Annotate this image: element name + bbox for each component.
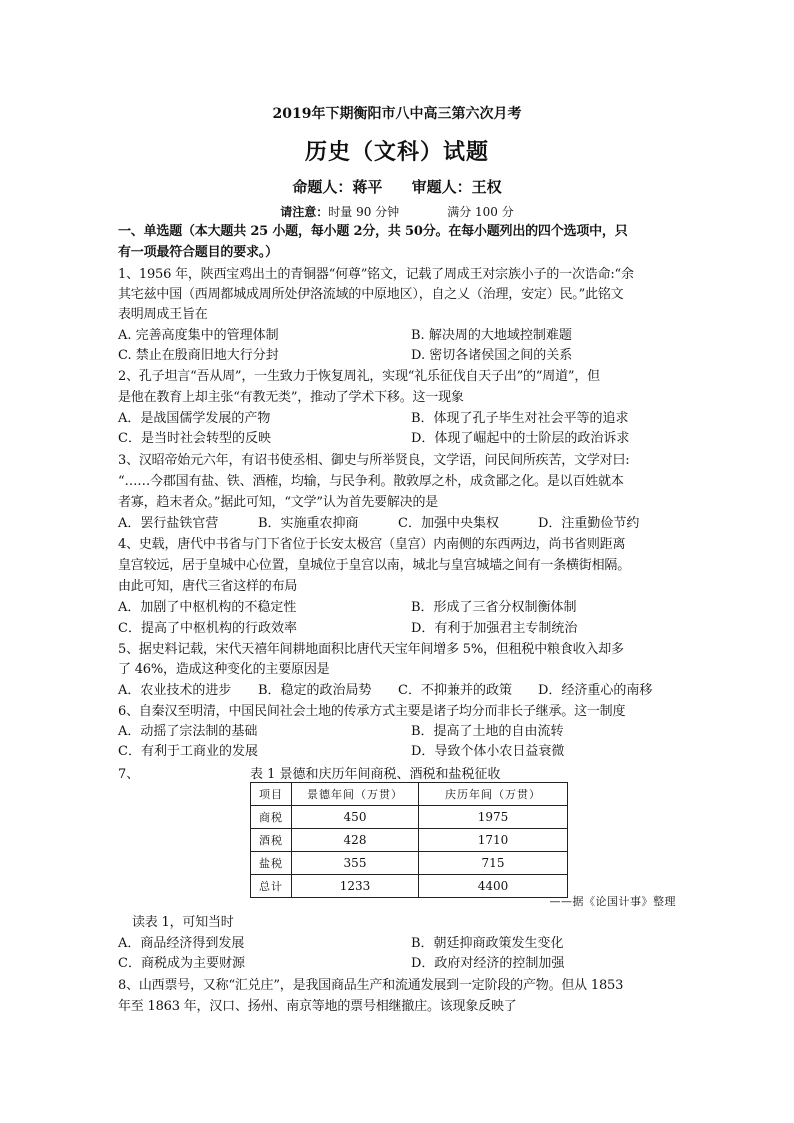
q8-line: 年至 1863 年，汉口、扬州、南京等地的票号相继撤庄。该现象反映了 (118, 999, 517, 1014)
q5-line: 了 46%，造成这种变化的主要原因是 (118, 662, 330, 677)
q5-line: 5、据史料记载，宋代天禧年间耕地面积比唐代天宝年间增多 5%，但租税中粮食收入却多 (118, 642, 624, 657)
subject-title: 历史（文科）试题 (304, 139, 489, 165)
q3-option-d[interactable]: D．注重勤俭节约 (538, 516, 640, 531)
table-row (251, 829, 568, 852)
q3-line: “……今郡国有盐、铁、酒榷，均输，与民争利。散敦厚之朴，成贪鄙之化。是以百姓就本 (118, 474, 624, 489)
q6-option-b[interactable]: B．提高了土地的自由流转 (411, 724, 564, 739)
q5-option-b[interactable]: B．稳定的政治局势 (258, 683, 372, 698)
q5-option-d[interactable]: D．经济重心的南移 (538, 683, 653, 698)
q1-line: 其宅兹中国（西周都城成周所处伊洛流域的中原地区），自之乂（治理，安定）民。”此铭文 (118, 287, 624, 302)
q1-option-a[interactable]: A. 完善高度集中的管理体制 (118, 328, 279, 343)
table-source: ——据《论国计事》整理 (549, 895, 676, 908)
table-header-cell: 景德年间（万贯） (292, 783, 419, 806)
q3-option-b[interactable]: B．实施重农抑商 (258, 516, 359, 531)
q1-option-d[interactable]: D. 密切各诸侯国之间的关系 (411, 348, 573, 363)
q1-options-row (118, 326, 678, 346)
q7-stem: 读表 1，可知当时 (132, 915, 234, 930)
q6-line: 6、自秦汉至明清，中国民间社会土地的传承方式主要是诸子均分而非长子继承。这一制度 (118, 704, 626, 719)
q2-line: 是他在教育上却主张“有教无类”，推动了学术下移。这一现象 (118, 390, 464, 405)
table-header-row (251, 783, 568, 806)
table-caption: 表 1 景德和庆历年间商税、酒税和盐税征收 (250, 767, 501, 782)
q3-options-row (118, 514, 678, 534)
exam-title: 2019年下期衡阳市八中高三第六次月考 (272, 106, 522, 122)
table-cell: 450 (292, 806, 419, 829)
q1-options-row (118, 346, 678, 366)
author: 命题人：蒋平 (292, 178, 383, 196)
q4-option-b[interactable]: B．形成了三省分权制衡体制 (411, 600, 577, 615)
table-cell: 4400 (419, 875, 568, 898)
notice-label: 请注意： (280, 205, 329, 219)
full-score: 满分 100 分 (447, 205, 514, 219)
q7-option-b[interactable]: B．朝廷抑商政策发生变化 (411, 936, 564, 951)
q7-options-row (118, 934, 678, 954)
q4-line: 皇宫较远，居于皇城中心位置，皇城位于皇宫以南，城北与皇宫城墙之间有一条横街相隔。 (118, 558, 631, 573)
section-heading-line2: 有一项最符合题目的要求。） (118, 245, 278, 260)
table-cell: 总计 (251, 875, 292, 898)
q2-line: 2、孔子坦言“吾从周”，一生致力于恢复周礼，实现“礼乐征伐自天子出”的“周道”，但 (118, 369, 600, 384)
table-cell: 商税 (251, 806, 292, 829)
q6-option-a[interactable]: A．动摇了宗法制的基础 (118, 724, 258, 739)
q3-line: 3、汉昭帝始元六年，有诏书使丞相、御史与所举贤良，文学语，问民间所疾苦，文学对曰: (118, 453, 630, 468)
q1-line: 1、1956 年，陕西宝鸡出土的青铜器“何尊”铭文，记载了周成王对宗族小子的一次诰命:“余 (118, 267, 634, 282)
q6-options-row (118, 722, 678, 742)
q3-line: 者寡，趋末者众。”据此可知，“文学”认为首先要解决的是 (118, 495, 439, 510)
table-cell: 1233 (292, 875, 419, 898)
q2-options-row (118, 429, 678, 449)
q5-option-a[interactable]: A．农业技术的进步 (118, 683, 232, 698)
q5-option-c[interactable]: C．不抑兼并的政策 (398, 683, 512, 698)
table-row (251, 852, 568, 875)
q4-line: 4、史载，唐代中书省与门下省位于长安太极宫（皇宫）内南侧的东西两边，尚书省则距离 (118, 537, 626, 552)
table-cell: 盐税 (251, 852, 292, 875)
q2-options-row (118, 409, 678, 429)
q3-option-a[interactable]: A．罢行盐铁官营 (118, 516, 219, 531)
q4-option-c[interactable]: C．提高了中枢机构的行政效率 (118, 621, 297, 636)
table-cell: 715 (419, 852, 568, 875)
q1-option-c[interactable]: C. 禁止在殷商旧地大行分封 (118, 348, 279, 363)
table-cell: 1975 (419, 806, 568, 829)
table-header-cell: 庆历年间（万贯） (419, 783, 568, 806)
reviewer: 审题人：王权 (411, 178, 502, 196)
time-limit: 时量 90 分钟 (328, 205, 400, 219)
q7-options-row (118, 954, 678, 974)
q4-option-a[interactable]: A．加剧了中枢机构的不稳定性 (118, 600, 297, 615)
q2-option-d[interactable]: D．体现了崛起中的士阶层的政治诉求 (411, 431, 630, 446)
q4-option-d[interactable]: D．有利于加强君主专制统治 (411, 621, 578, 636)
q7-number: 7、 (118, 767, 140, 782)
q7-option-a[interactable]: A．商品经济得到发展 (118, 936, 245, 951)
q7-option-c[interactable]: C．商税成为主要财源 (118, 956, 245, 971)
table-cell: 428 (292, 829, 419, 852)
authors-line (0, 176, 794, 197)
q1-line: 表明周成王旨在 (118, 307, 208, 322)
q2-option-a[interactable]: A．是战国儒学发展的产物 (118, 411, 271, 426)
tax-table (250, 782, 568, 898)
q4-options-row (118, 619, 678, 639)
q6-options-row (118, 742, 678, 762)
q2-option-c[interactable]: C．是当时社会转型的反映 (118, 431, 271, 446)
q1-option-b[interactable]: B. 解决周的大地域控制难题 (411, 328, 572, 343)
table-cell: 355 (292, 852, 419, 875)
q6-option-d[interactable]: D．导致个体小农日益衰微 (411, 744, 565, 759)
q7-option-d[interactable]: D．政府对经济的控制加强 (411, 956, 565, 971)
q4-line: 由此可知，唐代三省这样的布局 (118, 579, 298, 594)
q8-line: 8、山西票号，又称“汇兑庄”，是我国商品生产和流通发展到一定阶段的产物。但从 1853 (118, 978, 624, 993)
q2-option-b[interactable]: B．体现了孔子毕生对社会平等的追求 (411, 411, 629, 426)
q4-options-row (118, 598, 678, 618)
table-cell: 1710 (419, 829, 568, 852)
notice-line (0, 203, 794, 220)
table-row (251, 806, 568, 829)
table-header-cell: 项目 (251, 783, 292, 806)
section-heading-line1: 一、单选题（本大题共 25 小题，每小题 2分，共 50分。在每小题列出的四个选项中，只 (118, 224, 628, 239)
q3-option-c[interactable]: C．加强中央集权 (398, 516, 499, 531)
q5-options-row (118, 681, 678, 701)
q6-option-c[interactable]: C．有利于工商业的发展 (118, 744, 258, 759)
table-cell: 酒税 (251, 829, 292, 852)
